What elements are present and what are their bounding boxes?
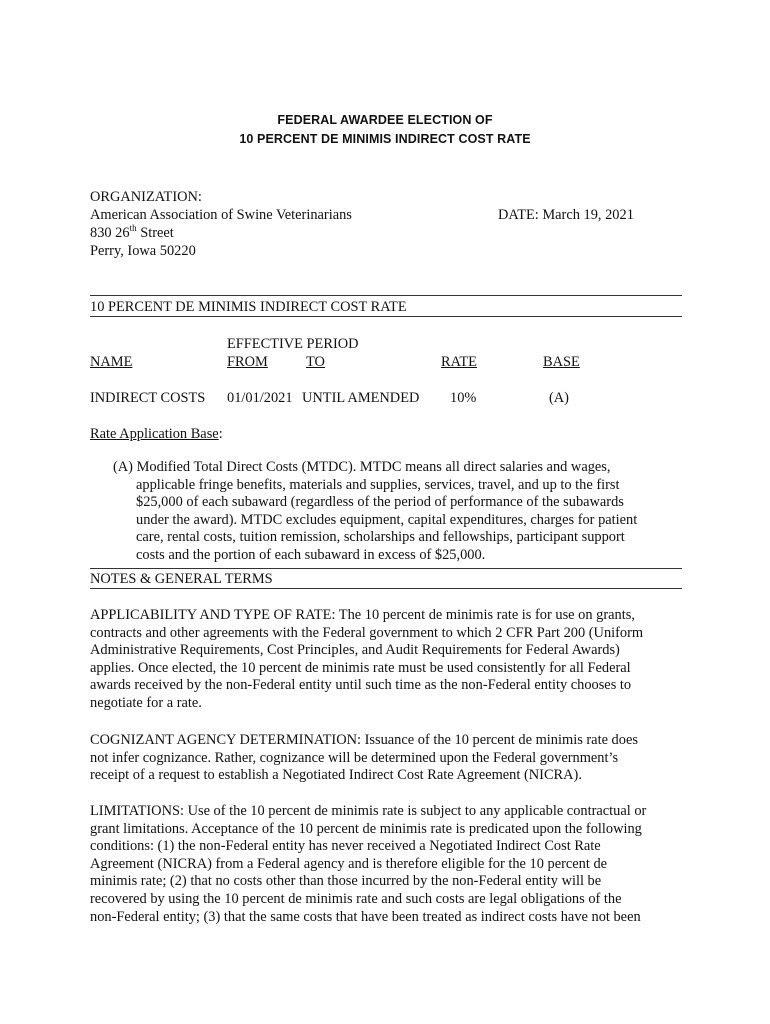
section-rule-top	[90, 295, 682, 296]
document-title-line2: 10 PERCENT DE MINIMIS INDIRECT COST RATE	[239, 132, 531, 146]
item-a-line: (A) Modified Total Direct Costs (MTDC). MTDC means all direct salaries and wages,	[113, 459, 611, 475]
organization-name: American Association of Swine Veterinarians	[90, 207, 352, 223]
column-header-rate: RATE	[441, 354, 477, 370]
rate-application-base: Rate Application Base:	[90, 426, 223, 442]
rate-section-heading: 10 PERCENT DE MINIMIS INDIRECT COST RATE	[90, 299, 407, 315]
limitations-paragraph	[90, 803, 682, 926]
column-header-to: TO	[306, 354, 325, 370]
paragraph-line: LIMITATIONS: Use of the 10 percent de minimis rate is subject to any applicable contractual or	[90, 803, 647, 819]
item-a-line: applicable fringe benefits, materials and supplies, services, travel, and up to the first	[136, 476, 620, 493]
effective-period-heading: EFFECTIVE PERIOD	[227, 336, 359, 352]
row-rate: 10%	[450, 390, 477, 406]
paragraph-line: minimis rate; (2) that no costs other than those incurred by the non-Federal entity will be	[90, 873, 602, 890]
item-a-line: $25,000 of each subaward (regardless of the period of performance of the subawards	[136, 494, 624, 511]
column-header-from: FROM	[227, 354, 268, 370]
row-to: UNTIL AMENDED	[302, 390, 420, 406]
applicability-paragraph	[90, 607, 682, 713]
organization-street: 830 26th Street	[90, 223, 174, 241]
cognizant-paragraph	[90, 732, 682, 785]
organization-city: Perry, Iowa 50220	[90, 243, 196, 259]
item-a-line: costs and the portion of each subaward in excess of $25,000.	[136, 546, 486, 563]
row-from: 01/01/2021	[227, 390, 293, 406]
section-rule-bottom	[90, 316, 682, 317]
paragraph-line: applies. Once elected, the 10 percent de minimis rate must be used consistently for all Federal	[90, 659, 631, 676]
paragraph-line: COGNIZANT AGENCY DETERMINATION: Issuance of the 10 percent de minimis rate does	[90, 732, 638, 748]
paragraph-line: not infer cognizance. Rather, cognizance will be determined upon the Federal government’s	[90, 749, 619, 766]
item-a-line: care, rental costs, tuition remission, scholarships and fellowships, participant support	[136, 529, 625, 546]
document-title-line1: FEDERAL AWARDEE ELECTION OF	[277, 113, 493, 127]
row-base: (A)	[549, 390, 569, 406]
paragraph-line: Agreement (NICRA) from a Federal agency and is therefore eligible for the 10 percent de	[90, 855, 608, 872]
paragraph-line: Administrative Requirements, Cost Principles, and Audit Requirements for Federal Awards)	[90, 642, 620, 659]
document-date: DATE: March 19, 2021	[498, 207, 634, 223]
column-header-name: NAME	[90, 354, 133, 370]
item-a-paragraph	[113, 459, 673, 565]
paragraph-line: grant limitations. Acceptance of the 10 percent de minimis rate is predicated upon the following	[90, 820, 642, 837]
paragraph-line: conditions: (1) the non-Federal entity has never received a Negotiated Indirect Cost Rate	[90, 838, 601, 855]
notes-heading: NOTES & GENERAL TERMS	[90, 571, 273, 587]
organization-label: ORGANIZATION:	[90, 189, 202, 205]
notes-rule-top	[90, 568, 682, 569]
row-name: INDIRECT COSTS	[90, 390, 206, 406]
paragraph-line: receipt of a request to establish a Negotiated Indirect Cost Rate Agreement (NICRA).	[90, 767, 582, 784]
paragraph-line: awards received by the non-Federal entity until such time as the non-Federal entity chooses to	[90, 677, 632, 694]
paragraph-line: APPLICABILITY AND TYPE OF RATE: The 10 percent de minimis rate is for use on grants,	[90, 607, 635, 623]
item-a-line: under the award). MTDC excludes equipment, capital expenditures, charges for patient	[136, 511, 638, 528]
paragraph-line: negotiate for a rate.	[90, 694, 202, 711]
paragraph-line: contracts and other agreements with the Federal government to which 2 CFR Part 200 (Uniform	[90, 624, 644, 641]
notes-rule-bottom	[90, 588, 682, 589]
column-header-base: BASE	[543, 354, 580, 370]
paragraph-line: recovered by using the 10 percent de minimis rate and such costs are legal obligations of the	[90, 890, 622, 907]
paragraph-line: non-Federal entity; (3) that the same costs that have been treated as indirect costs have not been	[90, 908, 641, 925]
